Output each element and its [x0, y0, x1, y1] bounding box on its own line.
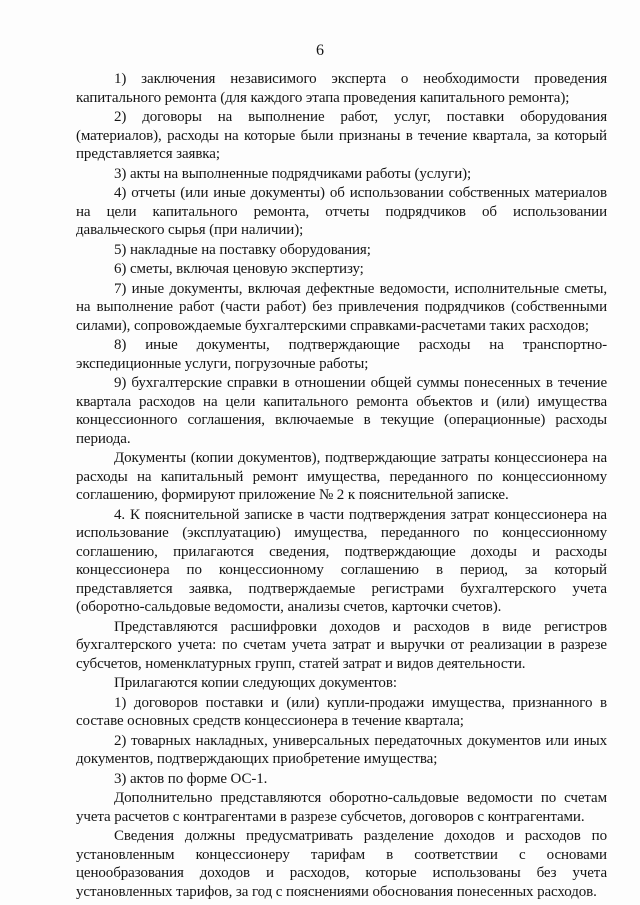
- paragraph: 6) сметы, включая ценовую экспертизу;: [114, 261, 364, 277]
- paragraph: 7) иные документы, включая дефектные ведомости, исполнительные сметы, на выполнение работ (части работ) без привлечения подрядчиков (собственными силами), сопровождаемые бухгалтерскими справками-расчетами таких расходов;: [76, 280, 607, 334]
- paragraph: 4. К пояснительной записке в части подтверждения затрат концессионера на использование (эксплуатацию) имущества, переданного по концессионному соглашению, прилагаются сведения, подтверждающие доходы и расходы концессионера по концессионному соглашению в период, за который представляется заявка, подтверждаемые регистрами бухгалтерского учета (оборотно-сальдовые ведомости, анализы счетов, карточки счетов).: [76, 506, 607, 615]
- page-number: 6: [316, 42, 324, 59]
- paragraph: 4) отчеты (или иные документы) об использовании собственных материалов на цели капитального ремонта, отчеты подрядчиков об использовании давальческого сырья (при наличии);: [76, 185, 607, 238]
- document-body: [76, 70, 607, 901]
- paragraph: Прилагаются копии следующих документов:: [114, 675, 397, 691]
- paragraph: 2) товарных накладных, универсальных передаточных документов или иных документов, подтверждающих приобретение имущества;: [76, 732, 607, 767]
- paragraph: 3) акты на выполненные подрядчиками работы (услуги);: [114, 165, 472, 182]
- paragraph: 3) актов по форме ОС-1.: [114, 770, 268, 787]
- paragraph: Представляются расшифровки доходов и расходов в виде регистров бухгалтерского учета: по счетам учета затрат и выручки от реализации в разрезе субсчетов, номенклатурных групп, статей затрат и видов деятельности.: [76, 618, 607, 672]
- paragraph: 9) бухгалтерские справки в отношении общей суммы понесенных в течение квартала расходов на цели капитального ремонта объектов и (или) имущества концессионного соглашения, включаемые в текущие (операционные) расходы периода.: [76, 375, 607, 447]
- paragraph: 5) накладные на поставку оборудования;: [114, 241, 371, 258]
- paragraph: 1) заключения независимого эксперта о необходимости проведения капитального ремонта (для каждого этапа проведения капитального ремонта);: [76, 71, 607, 106]
- paragraph: 2) договоры на выполнение работ, услуг, поставки оборудования (материалов), расходы на которые были признаны в течение квартала, за который представляется заявка;: [76, 109, 607, 162]
- paragraph: Сведения должны предусматривать разделение доходов и расходов по установленным концессионеру тарифам в соответствии с основами ценообразования доходов и расходов, которые использованы без учета установленных тарифов, за год с пояснениями обоснования понесенных расходов.: [76, 828, 607, 900]
- paragraph: Документы (копии документов), подтверждающие затраты концессионера на расходы на капитальный ремонт имущества, переданного по концессионному соглашению, формируют приложение № 2 к пояснительной записке.: [76, 450, 607, 503]
- paragraph: 1) договоров поставки и (или) купли-продажи имущества, признанного в составе основных средств концессионера в течение квартала;: [76, 694, 607, 729]
- paragraph: 8) иные документы, подтверждающие расходы на транспортно-экспедиционные услуги, погрузочные работы;: [76, 337, 607, 372]
- paragraph: Дополнительно представляются оборотно-сальдовые ведомости по счетам учета расчетов с контрагентами в разрезе субсчетов, договоров с контрагентами.: [76, 790, 607, 825]
